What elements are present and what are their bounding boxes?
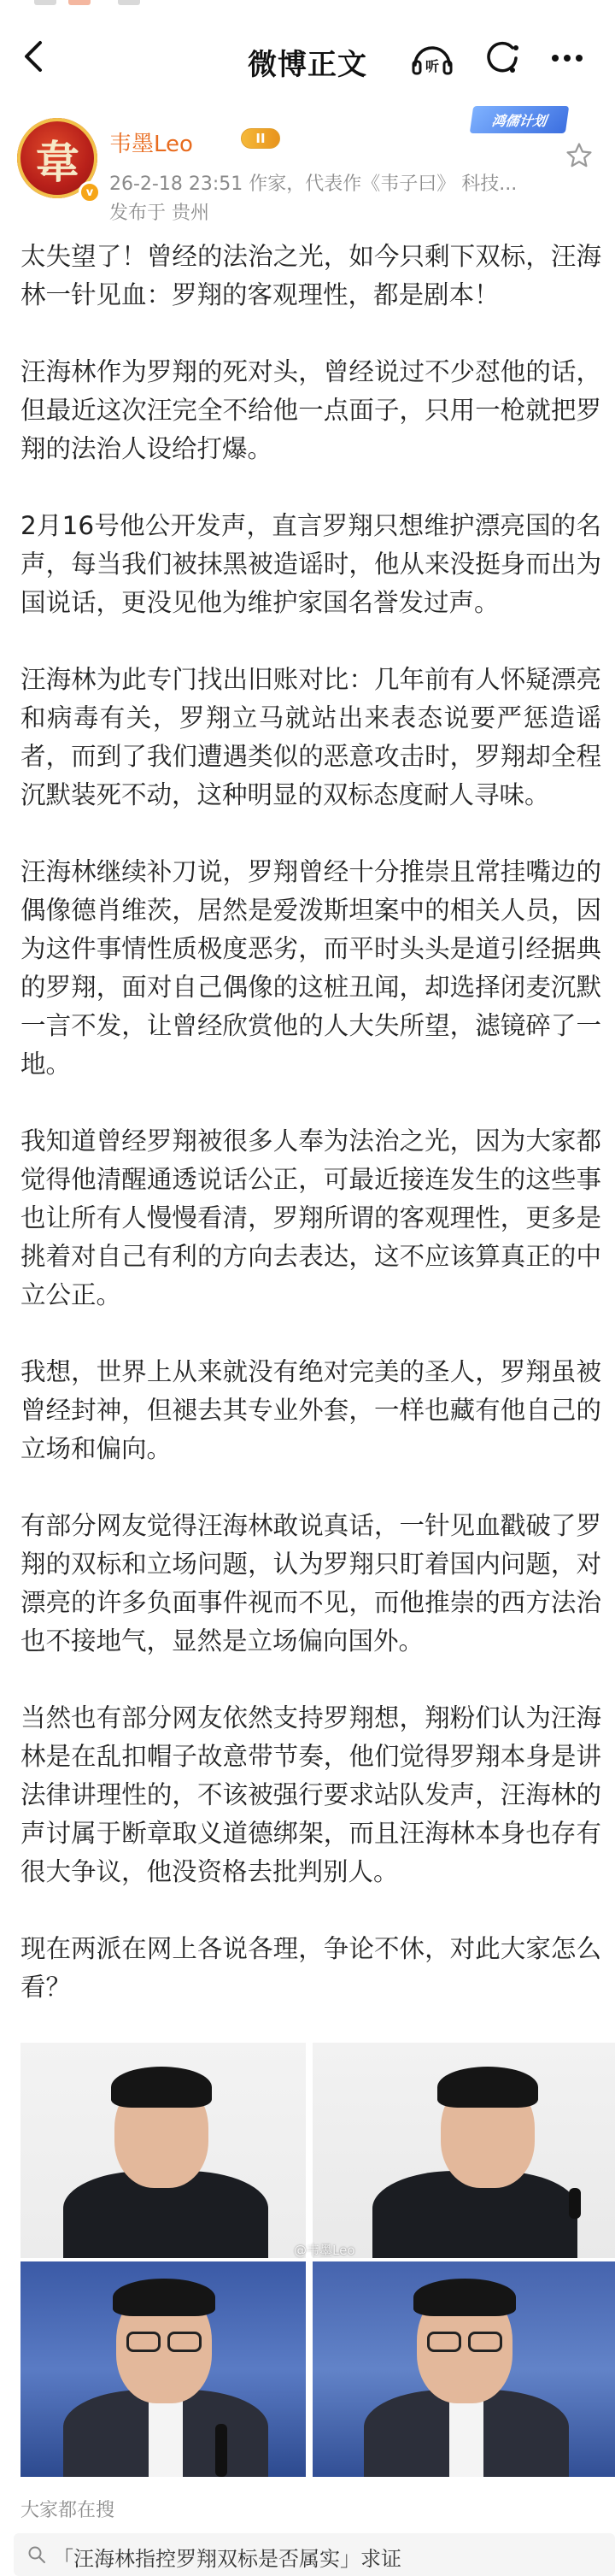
post-image[interactable] bbox=[20, 2261, 306, 2477]
nav-bar bbox=[0, 19, 615, 97]
post-paragraph: 我知道曾经罗翔被很多人奉为法治之光，因为大家都觉得他清醒通透说话公正，可最近接连发生的这些事也让所有人慢慢看清，罗翔所谓的客观理性，更多是挑着对自己有利的方向去表达，这不应该算真正的中立公正。 bbox=[20, 1126, 601, 1309]
post-paragraph: 2月16号他公开发声，直言罗翔只想维护漂亮国的名声，每当我们被抹黑被造谣时，他从来没挺身而出为国说话，更没见他为维护家国名誉发过声。 bbox=[20, 511, 601, 617]
related-search-text: 「汪海林指控罗翔双标是否属实」求证 bbox=[53, 2547, 401, 2571]
glasses bbox=[468, 2332, 502, 2352]
post-meta: 26-2-18 23:51 作家，代表作《韦子曰》 科技... bbox=[109, 173, 518, 195]
status-bar bbox=[0, 0, 615, 19]
post-paragraph: 汪海林为此专门找出旧账对比：几年前有人怀疑漂亮和病毒有关，罗翔立马就站出来表态说要严惩造谣者，而到了我们遭遇类似的恶意攻击时，罗翔却全程沉默装死不动，这种明显的双标态度耐人寻味。 bbox=[20, 665, 601, 809]
post-paragraph: 汪海林继续补刀说，罗翔曾经十分推崇且常挂嘴边的偶像德肖维茨，居然是爱泼斯坦案中的相关人员，因为这件事情性质极度恶劣，而平时头头是道引经据典的罗翔，面对自己偶像的这桩丑闻，却选择闭麦沉默一言不发，让曾经欣赏他的人大失所望，滤镜碎了一地。 bbox=[20, 857, 601, 1079]
favorite-button[interactable] bbox=[560, 137, 598, 174]
glasses bbox=[126, 2332, 161, 2352]
glasses bbox=[167, 2332, 202, 2352]
status-fragment bbox=[34, 0, 56, 5]
post-paragraph: 我想，世界上从来就没有绝对完美的圣人，罗翔虽被曾经封神，但褪去其专业外套，一样也藏有他自己的立场和偏向。 bbox=[20, 1357, 601, 1463]
microphone bbox=[215, 2424, 227, 2477]
person-hair bbox=[437, 2067, 538, 2108]
image-watermark: @韦墨Leo bbox=[294, 2243, 355, 2258]
person-hair bbox=[413, 2279, 516, 2316]
back-button[interactable] bbox=[12, 34, 56, 79]
circle-search-icon bbox=[478, 36, 526, 80]
post-paragraph: 当然也有部分网友依然支持罗翔想，翔粉们认为汪海林是在乱扣帽子故意带节奏，他们觉得罗翔本身是讲法律讲理性的，不该被强行要求站队发声，汪海林的声讨属于断章取义道德绑架，而且汪海林本身也存有很大争议，他没资格去批判别人。 bbox=[20, 1703, 601, 1886]
author-header bbox=[0, 103, 615, 231]
listen-button[interactable] bbox=[408, 36, 456, 80]
related-search-item[interactable] bbox=[14, 2533, 615, 2576]
author-name[interactable]: 韦墨Leo bbox=[109, 132, 193, 157]
listen-label: 听 bbox=[425, 58, 440, 74]
plan-badge[interactable]: 鸿儒计划 bbox=[470, 106, 569, 133]
avatar-logo-text: 韋 bbox=[34, 137, 79, 189]
more-icon bbox=[543, 36, 591, 80]
circle-search-button[interactable] bbox=[478, 36, 526, 80]
post-image[interactable] bbox=[313, 2261, 615, 2477]
post-paragraph: 有部分网友觉得汪海林敢说真话，一针见血戳破了罗翔的双标和立场问题，认为罗翔只盯着国内问题，对漂亮的许多负面事件视而不见，而他推崇的西方法治也不接地气，显然是立场偏向国外。 bbox=[20, 1511, 601, 1656]
post-paragraph: 太失望了！曾经的法治之光，如今只剩下双标，汪海林一针见血：罗翔的客观理性，都是剧本！ bbox=[20, 242, 601, 309]
post-paragraph: 汪海林作为罗翔的死对头，曾经说过不少怼他的话，但最近这次汪完全不给他一点面子，只用一枪就把罗翔的法治人设给打爆。 bbox=[20, 357, 601, 463]
person-hair bbox=[113, 2279, 215, 2316]
glasses bbox=[427, 2332, 461, 2352]
post-image[interactable] bbox=[20, 2043, 306, 2258]
back-icon bbox=[21, 39, 47, 74]
post-paragraph: 现在两派在网上各说各理，争论不休，对此大家怎么看？ bbox=[20, 1934, 601, 2002]
post-body bbox=[20, 238, 601, 2045]
verified-badge: v bbox=[79, 181, 101, 203]
listen-icon bbox=[408, 36, 456, 80]
person-shirt bbox=[449, 2398, 483, 2477]
post-location: 发布于 贵州 bbox=[109, 203, 209, 224]
person-hair bbox=[111, 2067, 212, 2108]
person-shirt bbox=[149, 2398, 183, 2477]
level-badge[interactable]: II bbox=[241, 128, 280, 149]
microphone bbox=[569, 2188, 581, 2219]
page-title: 微博正文 bbox=[248, 48, 367, 82]
star-icon bbox=[565, 141, 594, 170]
status-fragment bbox=[68, 0, 91, 5]
search-icon bbox=[27, 2545, 46, 2564]
related-section-title: 大家都在搜 bbox=[20, 2500, 115, 2521]
status-fragment bbox=[118, 0, 140, 5]
more-button[interactable] bbox=[543, 36, 591, 80]
post-image-grid bbox=[20, 2043, 615, 2477]
post-image[interactable] bbox=[313, 2043, 615, 2258]
